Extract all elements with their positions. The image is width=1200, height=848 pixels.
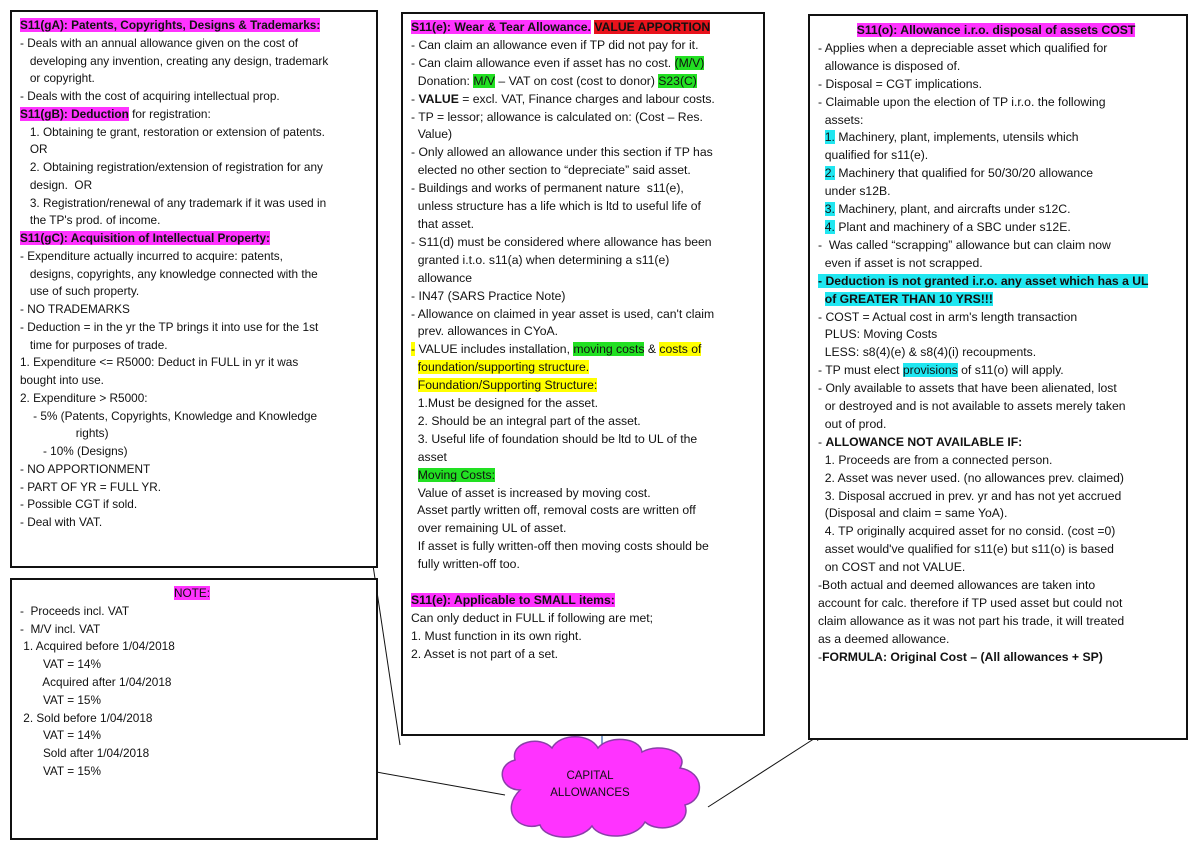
panel-line [818, 165, 1186, 183]
left-line [20, 70, 376, 88]
note-title: NOTE: [173, 586, 211, 600]
line-text: - Buildings and works of permanent nature s11(e), [411, 181, 684, 196]
line-text: out of prod. [818, 416, 887, 431]
line-text: - Was called “scrapping” allowance but can claim now [818, 237, 1111, 252]
line-text: Machinery that qualified for 50/30/20 allowance [834, 166, 1094, 181]
panel-line [411, 449, 763, 467]
panel-line [411, 55, 763, 73]
middle-lines [411, 37, 763, 664]
line-text: 3. Useful life of foundation should be ltd to UL of the [411, 431, 698, 446]
line-text: Asset partly written off, removal costs are written off [411, 503, 696, 518]
line-text: 2. Asset is not part of a set. [411, 646, 559, 661]
panel-line [818, 505, 1186, 523]
left-line [20, 443, 376, 461]
panel-line [411, 198, 763, 216]
line-text: 3. Registration/renewal of any trademark if it was used in [20, 195, 327, 210]
line-text: asset would've qualified for s11(e) but s11(o) is based [818, 542, 1114, 557]
line-text: - NO APPORTIONMENT [20, 461, 151, 476]
line-text: account for calc. therefore if TP used asset but could not [818, 596, 1123, 610]
line-text: designs, copyrights, any knowledge connected with the [20, 266, 318, 281]
line-text: on COST and not VALUE. [818, 560, 966, 575]
panel-line [818, 595, 1186, 613]
line-text: Machinery, plant, implements, utensils which [834, 130, 1079, 145]
panel-line [818, 452, 1186, 470]
panel-line [411, 485, 763, 503]
line-text: 1. Expenditure <= R5000: Deduct in FULL in yr it was [20, 355, 299, 370]
highlighted-text: Foundation/Supporting Structure: [417, 378, 598, 393]
line-text: that asset. [411, 216, 475, 231]
highlighted-text: Moving Costs: [417, 467, 495, 482]
line-text: 4. TP originally acquired asset for no consid. (cost =0) [818, 524, 1116, 539]
panel-line [818, 326, 1186, 344]
panel-line [818, 273, 1186, 291]
panel-line [411, 162, 763, 180]
note-line: VAT = 14% [20, 728, 101, 743]
left-line [20, 319, 376, 337]
section-heading: S11(gB): Deduction [20, 106, 129, 121]
line-text: assets: [818, 112, 864, 127]
line-text: VALUE includes installation, [415, 342, 574, 357]
panel-line [818, 219, 1186, 237]
panel-line [411, 359, 763, 377]
panel-line [411, 73, 763, 91]
left-line [20, 514, 376, 532]
panel-line [411, 109, 763, 127]
line-text: use of such property. [20, 284, 140, 299]
panel-line [411, 323, 763, 341]
panel-line [411, 37, 763, 55]
panel-line [411, 646, 763, 664]
panel-line [411, 144, 763, 162]
left-line [20, 425, 376, 443]
line-text: - IN47 (SARS Practice Note) [411, 288, 566, 303]
panel-line [818, 112, 1186, 130]
line-text: 1. Must function in its own right. [411, 628, 582, 643]
line-text: the TP's prod. of income. [20, 213, 161, 228]
line-text [818, 202, 825, 216]
line-text: If asset is fully written-off then moving costs should be [411, 539, 709, 554]
panel-line [818, 523, 1186, 541]
arrow-to-right-panel [708, 733, 823, 807]
highlighted-text: costs of [659, 342, 702, 357]
disposal-allowance-panel [808, 14, 1188, 740]
note-line: - M/V incl. VAT [20, 621, 101, 636]
line-text: - Claimable upon the election of TP i.r.o. the following [818, 94, 1106, 109]
panel-line [411, 234, 763, 252]
panel-line [411, 520, 763, 538]
line-text [411, 468, 418, 482]
line-text: granted i.t.o. s11(a) when determining a s11(e) [411, 252, 670, 267]
line-text: allowance is disposed of. [818, 58, 961, 73]
line-text: - COST = Actual cost in arm's length transaction [818, 309, 1078, 324]
line-text: 1. Proceeds are from a connected person. [818, 452, 1053, 467]
cloud-label-line2: ALLOWANCES [550, 787, 630, 799]
left-line [20, 283, 376, 301]
left-line [20, 337, 376, 355]
right-lines [818, 40, 1186, 667]
note-line: 2. Sold before 1/04/2018 [20, 710, 153, 725]
line-text: prev. allowances in CYoA. [411, 324, 559, 339]
line-text: - Disposal = CGT implications. [818, 76, 983, 91]
left-line [20, 141, 376, 159]
line-text: unless structure has a life which is ltd to useful life of [411, 199, 701, 214]
middle-heading-row [411, 19, 763, 37]
panel-line [818, 434, 1186, 452]
panel-line [818, 613, 1186, 631]
line-text: 2. Should be an integral part of the asset. [411, 413, 641, 428]
line-text: - Expenditure actually incurred to acquire: patents, [20, 248, 283, 263]
panel-line [818, 416, 1186, 434]
line-text: - Deal with VAT. [20, 515, 103, 529]
line-text: claim allowance as it was not part his trade, it will treated [818, 613, 1125, 628]
line-text: - Deals with an annual allowance given on the cost of [20, 35, 299, 50]
line-text: even if asset is not scrapped. [818, 255, 983, 270]
cloud-label [510, 768, 670, 802]
panel-line [411, 538, 763, 556]
highlighted-text: - Deduction is not granted i.r.o. any asset which has a UL [818, 273, 1149, 288]
panel-line [411, 574, 763, 592]
panel-line [818, 649, 1186, 667]
line-text: elected no other section to “depreciate” said asset. [411, 163, 691, 178]
panel-line [411, 216, 763, 234]
panel-line [411, 592, 763, 610]
wear-and-tear-panel [401, 12, 765, 736]
highlighted-text: M/V [473, 73, 496, 88]
line-text: - Can claim an allowance even if TP did not pay for it. [411, 37, 699, 52]
left-line [20, 124, 376, 142]
line-text [818, 220, 825, 234]
highlighted-text: of GREATER THAN 10 YRS!!! [824, 291, 993, 306]
panel-line [411, 306, 763, 324]
middle-heading: S11(e): Wear & Tear Allowance. [411, 20, 591, 34]
line-text: developing any invention, creating any design, trademark [20, 53, 329, 68]
line-text: or copyright. [20, 71, 95, 86]
highlighted-text: VALUE [418, 91, 459, 106]
line-text: 2. Expenditure > R5000: [20, 390, 148, 405]
panel-line [411, 377, 763, 395]
left-line [20, 212, 376, 230]
line-text: - Only allowed an allowance under this section if TP has [411, 145, 713, 160]
line-text: - [411, 91, 419, 106]
value-apportion-tag: VALUE APPORTION [594, 20, 711, 34]
note-line: VAT = 15% [20, 763, 101, 778]
line-text [818, 166, 825, 180]
line-text: 3. Disposal accrued in prev. yr and has not yet accrued [818, 488, 1122, 503]
intellectual-property-panel [10, 10, 378, 568]
line-text: of s11(o) will apply. [957, 363, 1064, 378]
line-text: - NO TRADEMARKS [20, 302, 130, 316]
line-text: LESS: s8(4)(e) & s8(4)(i) recoupments. [818, 345, 1037, 360]
line-text [818, 130, 825, 144]
line-text: - Allowance on claimed in year asset is used, can't claim [411, 306, 715, 321]
panel-line [818, 201, 1186, 219]
highlighted-text: provisions [902, 363, 958, 378]
panel-line [818, 76, 1186, 94]
line-text: or destroyed and is not available to assets merely taken [818, 399, 1126, 414]
line-text: allowance [411, 270, 472, 285]
line-text: 2. Asset was never used. (no allowances prev. claimed) [818, 470, 1124, 485]
panel-line [411, 91, 763, 109]
line-text: (Disposal and claim = same YoA). [818, 506, 1008, 521]
left-line [20, 177, 376, 195]
line-text: - Can claim allowance even if asset has no cost. [411, 55, 675, 70]
left-line [20, 266, 376, 284]
right-title-row [818, 22, 1186, 40]
panel-line [411, 270, 763, 288]
note-line: 1. Acquired before 1/04/2018 [20, 639, 175, 654]
panel-line [818, 291, 1186, 309]
line-text: time for purposes of trade. [20, 337, 168, 352]
highlighted-text: 3. [824, 202, 835, 217]
panel-line [818, 183, 1186, 201]
panel-line [411, 502, 763, 520]
note-lines [20, 603, 376, 781]
panel-line [411, 628, 763, 646]
panel-line [411, 180, 763, 198]
left-line [20, 35, 376, 53]
panel-line [411, 431, 763, 449]
panel-line [818, 470, 1186, 488]
line-text: – VAT on cost (cost to donor) [495, 73, 659, 88]
left-line [20, 390, 376, 408]
line-text: OR [20, 142, 48, 157]
cloud-label-line1: CAPITAL [566, 770, 614, 782]
highlighted-text: 4. [824, 219, 835, 234]
line-text: & [644, 342, 660, 357]
panel-line [411, 467, 763, 485]
line-text: - Only available to assets that have been alienated, lost [818, 381, 1117, 396]
highlighted-text: ALLOWANCE NOT AVAILABLE IF: [825, 434, 1023, 449]
right-title: S11(o): Allowance i.r.o. disposal of assets COST [856, 23, 1136, 37]
line-text: under s12B. [818, 184, 891, 199]
panel-line [818, 380, 1186, 398]
panel-line [411, 413, 763, 431]
line-text: design. OR [20, 177, 93, 192]
note-line: Acquired after 1/04/2018 [20, 674, 172, 689]
line-text: rights) [20, 426, 109, 441]
line-text: PLUS: Moving Costs [818, 327, 938, 342]
panel-line [818, 488, 1186, 506]
line-text: - TP = lessor; allowance is calculated on: (Cost – Res. [411, 109, 703, 124]
left-line [20, 372, 376, 390]
note-panel [10, 578, 378, 840]
line-text: over remaining UL of asset. [411, 521, 567, 536]
line-text: fully written-off too. [411, 557, 520, 572]
note-line: - Proceeds incl. VAT [20, 603, 130, 618]
panel-line [818, 129, 1186, 147]
line-text: - 10% (Designs) [20, 444, 128, 458]
highlighted-text: - [411, 342, 416, 357]
left-line [20, 496, 376, 514]
line-text: as a deemed allowance. [818, 631, 950, 646]
line-text: Donation: [411, 73, 474, 88]
note-title-row [20, 585, 376, 603]
panel-line [818, 344, 1186, 362]
panel-line [411, 288, 763, 306]
line-text: - [818, 434, 826, 449]
panel-line [411, 610, 763, 628]
line-text: Plant and machinery of a SBC under s12E. [834, 219, 1071, 234]
highlighted-text: FORMULA: Original Cost – (All allowances + SP) [822, 649, 1103, 664]
line-text: 1.Must be designed for the asset. [411, 396, 598, 411]
line-text: qualified for s11(e). [818, 148, 929, 163]
line-text: - TP must elect [818, 363, 903, 378]
left-line [20, 17, 376, 35]
line-text: -Both actual and deemed allowances are taken into [818, 578, 1096, 593]
line-text: - Applies when a depreciable asset which qualified for [818, 40, 1108, 55]
highlighted-text: 1. [824, 130, 835, 145]
highlighted-text: foundation/supporting structure. [417, 360, 590, 375]
left-line [20, 88, 376, 106]
line-text: - Deduction = in the yr the TP brings it into use for the 1st [20, 319, 319, 334]
line-text: 1. Obtaining te grant, restoration or extension of patents. [20, 124, 325, 139]
line-text: 2. Obtaining registration/extension of registration for any [20, 160, 323, 174]
left-line [20, 408, 376, 426]
panel-line [818, 255, 1186, 273]
note-line: Sold after 1/04/2018 [20, 746, 150, 761]
left-line [20, 479, 376, 497]
panel-line [818, 309, 1186, 327]
line-text [818, 292, 825, 306]
panel-line [818, 398, 1186, 416]
panel-line [411, 126, 763, 144]
line-text: - PART OF YR = FULL YR. [20, 479, 162, 494]
highlighted-text: S23(C) [658, 73, 697, 88]
left-line [20, 354, 376, 372]
line-text: - Deals with the cost of acquiring intellectual prop. [20, 89, 280, 103]
line-text: Value of asset is increased by moving cost. [411, 485, 651, 500]
panel-line [818, 40, 1186, 58]
line-text: - 5% (Patents, Copyrights, Knowledge and Knowledge [20, 408, 318, 423]
panel-line [411, 341, 763, 359]
left-line [20, 230, 376, 248]
panel-line [818, 237, 1186, 255]
panel-line [818, 559, 1186, 577]
left-line [20, 106, 376, 124]
note-line: VAT = 14% [20, 657, 101, 672]
line-text: bought into use. [20, 373, 104, 387]
line-text: - S11(d) must be considered where allowance has been [411, 234, 712, 249]
left-line [20, 159, 376, 177]
line-text: = excl. VAT, Finance charges and labour costs. [458, 91, 715, 106]
note-line: VAT = 15% [20, 692, 101, 707]
line-text [411, 360, 418, 374]
panel-line [818, 94, 1186, 112]
panel-line [818, 362, 1186, 380]
section-heading: S11(gC): Acquisition of Intellectual Property: [20, 231, 270, 245]
line-text: Machinery, plant, and aircrafts under s12C. [834, 202, 1071, 217]
panel-line [818, 58, 1186, 76]
line-text: - Possible CGT if sold. [20, 497, 138, 512]
arrow-to-note-panel [365, 770, 505, 795]
left-line [20, 195, 376, 213]
panel-line [411, 252, 763, 270]
section-heading: S11(gA): Patents, Copyrights, Designs & Trademarks: [20, 18, 321, 32]
line-text: for registration: [128, 106, 211, 121]
left-line [20, 461, 376, 479]
line-text [411, 378, 418, 392]
left-line [20, 53, 376, 71]
highlighted-text: moving costs [573, 342, 645, 357]
line-text: Can only deduct in FULL if following are met; [411, 610, 654, 625]
highlighted-text: 2. [824, 166, 835, 181]
panel-line [411, 556, 763, 574]
left-line [20, 248, 376, 266]
panel-line [818, 147, 1186, 165]
panel-line [411, 395, 763, 413]
panel-line [818, 541, 1186, 559]
highlighted-text: (M/V) [674, 55, 705, 70]
line-text: Value) [411, 127, 453, 142]
line-text: - [818, 649, 823, 664]
line-text: asset [411, 449, 447, 464]
panel-line [818, 577, 1186, 595]
left-line [20, 301, 376, 319]
highlighted-text: S11(e): Applicable to SMALL items: [411, 593, 615, 607]
panel-line [818, 631, 1186, 649]
